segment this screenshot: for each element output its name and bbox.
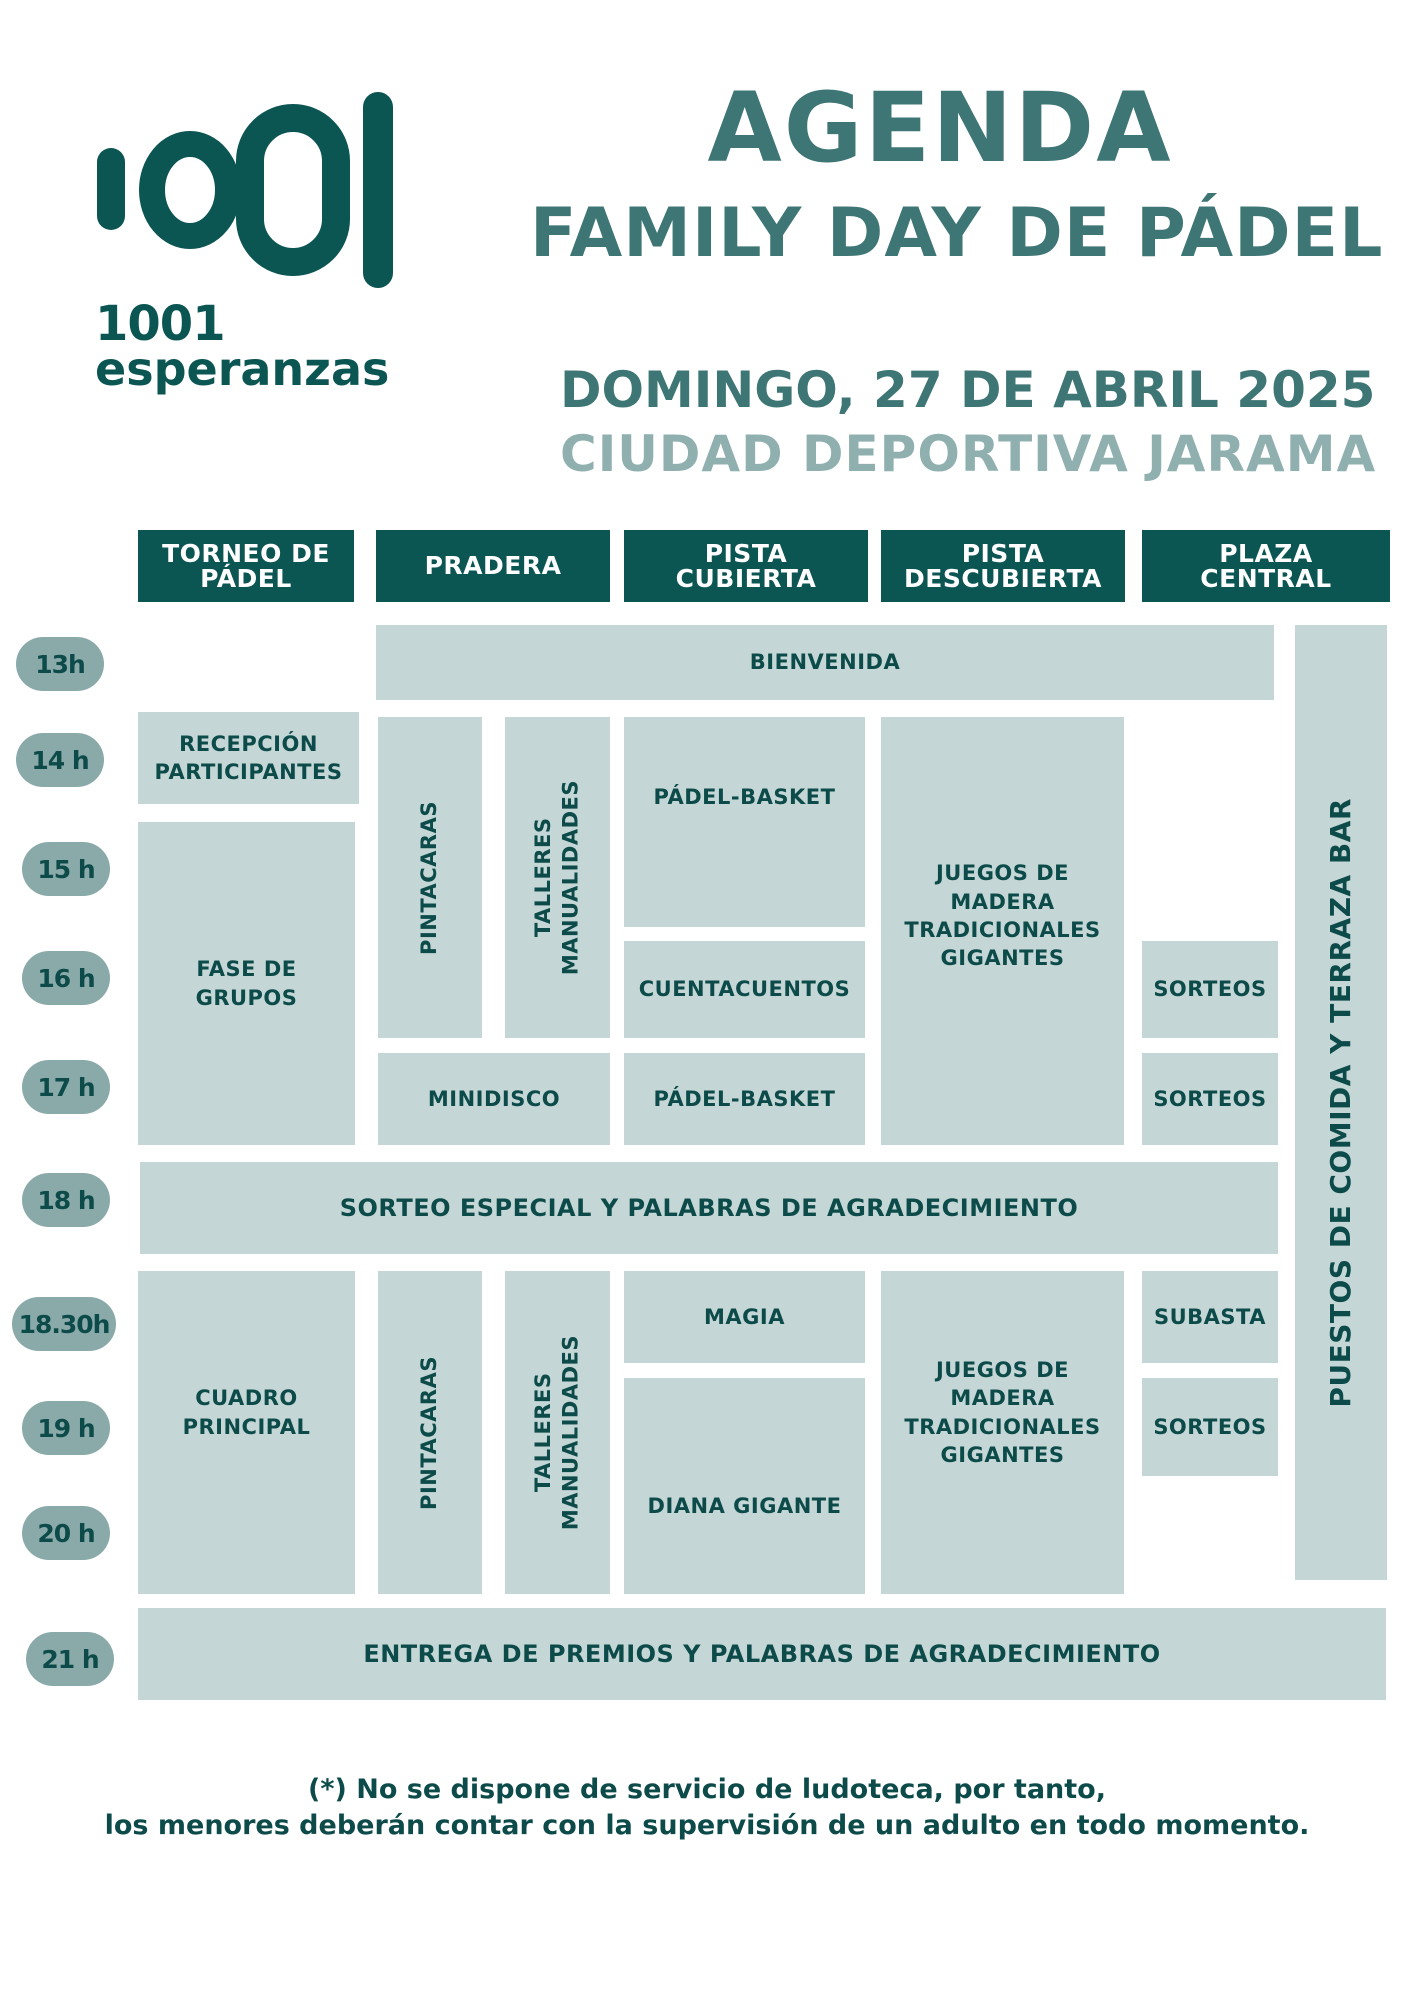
- block-pintacaras-2-label: PINTACARAS: [417, 1355, 442, 1510]
- logo-number: 1001: [95, 296, 225, 352]
- footnote-line-1: (*) No se dispone de servicio de ludoteca, por tanto,: [308, 1774, 1106, 1805]
- block-juegos-1: [881, 717, 1124, 1145]
- block-juegos-2: [881, 1271, 1124, 1594]
- time-14h: 14 h: [16, 733, 104, 787]
- time-21h: 21 h: [26, 1632, 114, 1686]
- time-15h: 15 h: [22, 842, 110, 896]
- header-pista-descubierta: [881, 530, 1125, 602]
- logo-wordmark: esperanzas: [95, 342, 390, 396]
- time-18-30h: 18.30h: [12, 1297, 116, 1351]
- block-talleres-2-label: TALLERES MANUALIDADES: [531, 1334, 583, 1531]
- block-padel-basket-1-label: PÁDEL-BASKET: [653, 784, 836, 809]
- block-minidisco: [378, 1053, 610, 1145]
- block-juegos-1-label: JUEGOS DE MADERA TRADICIONALES GIGANTES: [904, 861, 1101, 971]
- footnote-line-2: los menores deberán contar con la supervisión de un adulto en todo momento.: [104, 1810, 1310, 1841]
- block-entrega-premios-label: ENTREGA DE PREMIOS Y PALABRAS DE AGRADECIMIENTO: [363, 1639, 1161, 1668]
- page-title: AGENDA: [707, 72, 1173, 184]
- block-diana-gigante-label: DIANA GIGANTE: [647, 1493, 842, 1518]
- header-plaza-label: PLAZA CENTRAL: [1200, 538, 1332, 593]
- block-fase-grupos: [138, 822, 355, 1145]
- block-sorteos-17h: [1142, 1053, 1278, 1145]
- block-sorteos-16h: [1142, 941, 1278, 1038]
- block-recepcion: [138, 712, 359, 804]
- block-magia: [624, 1271, 865, 1363]
- time-19h: 19 h: [22, 1401, 110, 1455]
- block-juegos-2-label: JUEGOS DE MADERA TRADICIONALES GIGANTES: [904, 1357, 1101, 1467]
- block-pintacaras-2: [378, 1271, 482, 1594]
- page-subtitle: FAMILY DAY DE PÁDEL: [530, 194, 1384, 273]
- logo-mark-icon: [95, 90, 405, 290]
- block-pintacaras-1: [378, 717, 482, 1038]
- time-17h: 17 h: [22, 1060, 110, 1114]
- block-puestos-comida: [1295, 625, 1387, 1580]
- logo: [95, 90, 415, 410]
- block-cuadro-principal: [138, 1271, 355, 1594]
- block-bienvenida-label: BIENVENIDA: [749, 650, 901, 675]
- time-18h: 18 h: [22, 1173, 110, 1227]
- block-sorteos-19h-label: SORTEOS: [1153, 1414, 1267, 1439]
- block-padel-basket-2: [624, 1053, 865, 1145]
- block-entrega-premios: [138, 1608, 1386, 1700]
- block-sorteo-especial-label: SORTEO ESPECIAL Y PALABRAS DE AGRADECIMIENTO: [339, 1193, 1079, 1222]
- block-subasta: [1142, 1271, 1278, 1363]
- block-talleres-1: [505, 717, 610, 1038]
- event-venue: CIUDAD DEPORTIVA JARAMA: [560, 425, 1377, 483]
- time-16h: 16 h: [22, 951, 110, 1005]
- block-bienvenida: [376, 625, 1274, 700]
- block-talleres-1-label: TALLERES MANUALIDADES: [531, 779, 583, 976]
- block-sorteos-17h-label: SORTEOS: [1153, 1086, 1267, 1111]
- block-subasta-label: SUBASTA: [1153, 1304, 1266, 1329]
- header-torneo-de-padel: [138, 530, 354, 602]
- header-cubierta-label: PISTA CUBIERTA: [675, 538, 817, 593]
- time-20h: 20 h: [22, 1506, 110, 1560]
- block-cuentacuentos-label: CUENTACUENTOS: [638, 977, 851, 1002]
- event-date: DOMINGO, 27 DE ABRIL 2025: [560, 361, 1376, 419]
- header-pista-cubierta: [624, 530, 868, 602]
- block-sorteo-especial: [140, 1162, 1278, 1254]
- block-minidisco-label: MINIDISCO: [427, 1086, 561, 1111]
- header-pradera: [376, 530, 610, 602]
- block-recepcion-label: RECEPCIÓN PARTICIPANTES: [154, 731, 343, 784]
- block-sorteos-16h-label: SORTEOS: [1153, 977, 1267, 1002]
- block-fase-grupos-label: FASE DE GRUPOS: [195, 957, 298, 1010]
- block-pintacaras-1-label: PINTACARAS: [417, 800, 442, 955]
- block-padel-basket-1: [624, 717, 865, 927]
- block-diana-gigante: [624, 1378, 865, 1594]
- block-padel-basket-2-label: PÁDEL-BASKET: [653, 1086, 836, 1111]
- header-descubierta-label: PISTA DESCUBIERTA: [903, 538, 1102, 593]
- time-13h: 13h: [16, 637, 104, 691]
- block-puestos-label: PUESTOS DE COMIDA Y TERRAZA BAR: [1323, 797, 1357, 1408]
- block-magia-label: MAGIA: [704, 1304, 785, 1329]
- header-pradera-label: PRADERA: [424, 551, 562, 581]
- block-talleres-2: [505, 1271, 610, 1594]
- block-sorteos-19h: [1142, 1378, 1278, 1476]
- header-plaza-central: [1142, 530, 1390, 602]
- block-cuentacuentos: [624, 941, 865, 1038]
- block-cuadro-principal-label: CUADRO PRINCIPAL: [182, 1386, 311, 1439]
- header-torneo-label: TORNEO DE PÁDEL: [162, 538, 330, 593]
